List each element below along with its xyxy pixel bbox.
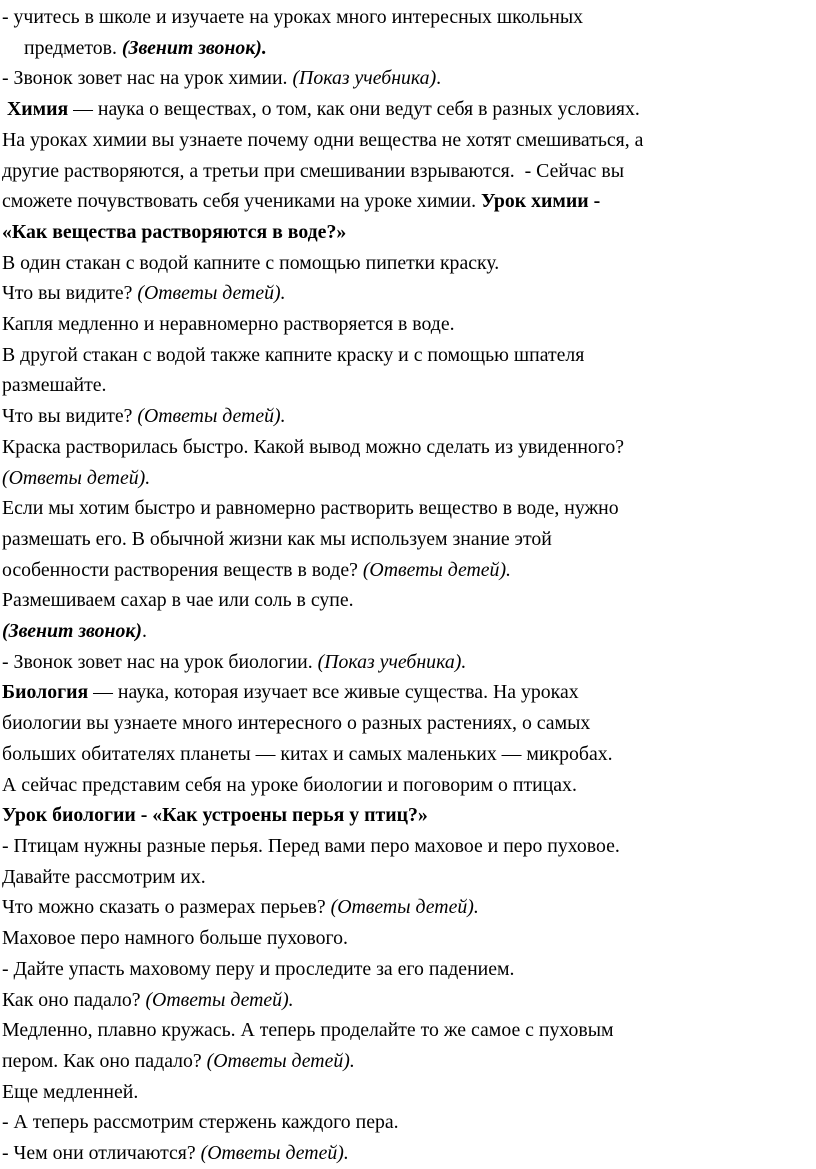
- text-run: Что вы видите?: [2, 405, 138, 428]
- text-run: другие растворяются, а третьи при смешивании взрываются. - Сейчас вы: [2, 159, 625, 182]
- stage-direction: (Показ учебника): [292, 67, 437, 90]
- text-line: [2, 985, 802, 1016]
- text-run: предметов.: [24, 36, 122, 59]
- text-line: [2, 770, 802, 801]
- text-run: А сейчас представим себя на уроке биологии и поговорим о птицах.: [2, 773, 577, 796]
- text-run: пером. Как оно падало?: [2, 1049, 207, 1072]
- text-run: Что вы видите?: [2, 282, 138, 305]
- text-line: [2, 33, 802, 64]
- text-run: .: [142, 620, 147, 643]
- text-run: - Дайте упасть маховому перу и проследите за его падением.: [2, 957, 515, 980]
- text-line: [2, 248, 802, 279]
- text-line: [2, 63, 802, 94]
- text-run: Медленно, плавно кружась. А теперь проделайте то же самое с пуховым: [2, 1019, 614, 1042]
- text-run: Капля медленно и неравномерно растворяется в воде.: [2, 313, 455, 336]
- text-line: [2, 309, 802, 340]
- text-line: [2, 708, 802, 739]
- text-run: .: [436, 67, 442, 90]
- text-line: [2, 1046, 802, 1077]
- term-chemistry: Химия: [6, 98, 69, 121]
- text-line: [2, 217, 802, 248]
- text-line: [2, 1015, 802, 1046]
- text-line: [2, 892, 802, 923]
- text-line: [2, 862, 802, 893]
- text-line: [2, 1077, 802, 1108]
- text-line: [2, 370, 802, 401]
- stage-direction: (Ответы детей).: [145, 988, 294, 1011]
- stage-direction: (Звенит звонок): [2, 620, 143, 643]
- text-line: [2, 156, 802, 187]
- text-run: - А теперь рассмотрим стержень каждого пера.: [2, 1111, 399, 1134]
- text-run: Маховое перо намного больше пухового.: [2, 927, 348, 950]
- text-line: [2, 432, 802, 463]
- text-line: [2, 463, 802, 494]
- text-run: — наука, которая изучает все живые существа. На уроках: [88, 681, 579, 704]
- text-line: [2, 2, 802, 33]
- stage-direction: (Ответы детей).: [206, 1049, 355, 1072]
- text-run: размешайте.: [2, 374, 107, 397]
- text-line: [2, 954, 802, 985]
- text-run: Что можно сказать о размерах перьев?: [2, 896, 331, 919]
- stage-direction: (Показ учебника).: [317, 650, 467, 673]
- text-run: размешать его. В обычной жизни как мы используем знание этой: [2, 527, 552, 550]
- text-run: особенности растворения веществ в воде?: [2, 558, 363, 581]
- text-line: [2, 493, 802, 524]
- text-run: - Звонок зовет нас на урок химии.: [2, 67, 293, 90]
- lesson-title: «Как вещества растворяются в воде?»: [2, 220, 347, 243]
- text-run: В другой стакан с водой также капните краску и с помощью шпателя: [2, 343, 585, 366]
- text-run: Давайте рассмотрим их.: [2, 865, 206, 888]
- text-run: - Звонок зовет нас на урок биологии.: [2, 650, 318, 673]
- text-run: В один стакан с водой капните с помощью пипетки краску.: [2, 251, 500, 274]
- text-run: На уроках химии вы узнаете почему одни вещества не хотят смешиваться, а: [2, 128, 644, 151]
- text-line: [2, 278, 802, 309]
- text-line: [2, 923, 802, 954]
- text-run: больших обитателях планеты — китах и самых маленьких — микробах.: [2, 742, 613, 765]
- lesson-title: Урок биологии - «Как устроены перья у птиц?»: [2, 804, 428, 827]
- stage-direction: (Ответы детей).: [2, 466, 151, 489]
- text-line: [2, 125, 802, 156]
- text-line: [2, 401, 802, 432]
- lesson-title: Урок химии -: [481, 190, 601, 213]
- stage-direction: (Ответы детей).: [362, 558, 511, 581]
- text-run: — наука о веществах, о том, как они ведут себя в разных условиях.: [68, 98, 640, 121]
- text-line: [2, 647, 802, 678]
- text-run: - Птицам нужны разные перья. Перед вами перо маховое и перо пуховое.: [2, 834, 620, 857]
- text-run: - учитесь в школе и изучаете на уроках много интересных школьных: [2, 6, 583, 28]
- text-run: Краска растворилась быстро. Какой вывод можно сделать из увиденного?: [2, 435, 625, 458]
- text-line: [2, 739, 802, 770]
- stage-direction: (Ответы детей).: [330, 896, 479, 919]
- text-run: биологии вы узнаете много интересного о разных растениях, о самых: [2, 712, 591, 735]
- text-line: [2, 800, 802, 831]
- text-run: Размешиваем сахар в чае или соль в супе.: [2, 589, 354, 612]
- text-line: [2, 555, 802, 586]
- text-line: [2, 524, 802, 555]
- text-line: [2, 831, 802, 862]
- text-run: Еще медленней.: [2, 1080, 139, 1103]
- text-run: Если мы хотим быстро и равномерно растворить вещество в воде, нужно: [2, 497, 619, 520]
- term-biology: Биология: [2, 681, 89, 704]
- text-line: [2, 1107, 802, 1138]
- text-line: [2, 616, 802, 647]
- text-run: сможете почувствовать себя учениками на уроке химии.: [2, 190, 481, 213]
- stage-direction: (Ответы детей).: [200, 1142, 349, 1165]
- stage-direction: (Ответы детей).: [137, 282, 286, 305]
- document-text: [2, 2, 802, 1169]
- text-line: [2, 677, 802, 708]
- stage-direction: (Звенит звонок).: [121, 36, 267, 59]
- text-line: [2, 340, 802, 371]
- text-line: [2, 94, 802, 125]
- text-line: [2, 186, 802, 217]
- stage-direction: (Ответы детей).: [137, 405, 286, 428]
- text-run: Как оно падало?: [2, 988, 146, 1011]
- text-line: [2, 1138, 802, 1169]
- text-line: [2, 585, 802, 616]
- text-run: - Чем они отличаются?: [2, 1142, 201, 1165]
